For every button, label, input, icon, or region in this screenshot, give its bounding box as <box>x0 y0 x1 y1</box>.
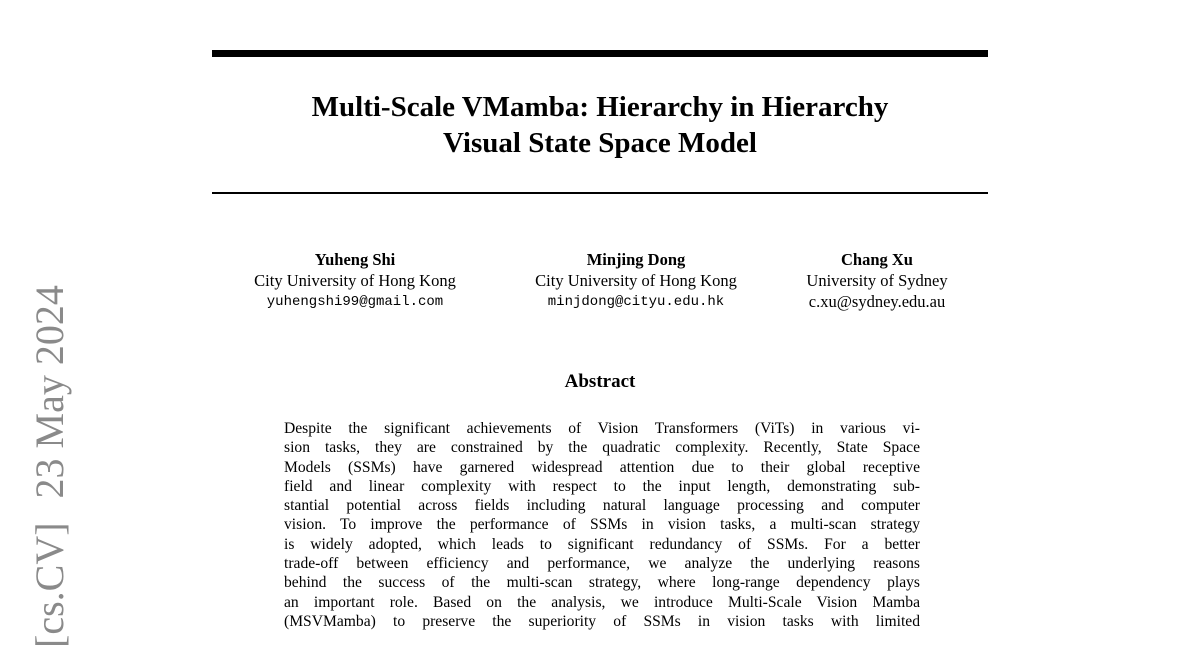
abstract-body <box>284 419 920 631</box>
abstract-line: vision. To improve the performance of SSMs in vision tasks, a multi-scan strategy <box>284 516 920 534</box>
abstract-line: trade-off between efficiency and performance, we analyze the underlying reasons <box>284 555 920 573</box>
author-block <box>0 249 1200 319</box>
author-email[interactable]: minjdong@cityu.edu.hk <box>547 294 725 310</box>
author-name: Chang Xu <box>841 250 913 269</box>
title-top-rule <box>212 50 988 57</box>
author-affiliation: City University of Hong Kong <box>254 271 456 290</box>
author-affiliation: University of Sydney <box>806 271 948 290</box>
author-affiliation: City University of Hong Kong <box>535 271 737 290</box>
abstract-line: is widely adopted, which leads to significant redundancy of SSMs. For a better <box>284 535 920 553</box>
author-1 <box>226 249 484 313</box>
abstract-line: stantial potential across fields including natural language processing and computer <box>284 497 920 515</box>
title-line-1: Multi-Scale VMamba: Hierarchy in Hierarchy <box>311 91 889 123</box>
arxiv-category: [cs.CV] <box>27 522 72 648</box>
author-email[interactable]: yuhengshi99@gmail.com <box>266 294 444 310</box>
abstract-line: field and linear complexity with respect to the input length, demonstrating sub- <box>284 477 920 495</box>
abstract-line: behind the success of the multi-scan strategy, where long-range dependency plays <box>284 574 920 592</box>
author-name: Minjing Dong <box>586 250 686 269</box>
author-2 <box>513 249 759 313</box>
author-name: Yuheng Shi <box>314 250 396 269</box>
abstract-line: sion tasks, they are constrained by the quadratic complexity. Recently, State Space <box>284 439 920 457</box>
abstract-line: Models (SSMs) have garnered widespread attention due to their global receptive <box>284 458 920 476</box>
title-line-2: Visual State Space Model <box>443 127 757 159</box>
author-3 <box>790 249 964 312</box>
arxiv-date: 23 May 2024 <box>27 285 72 499</box>
author-email[interactable]: c.xu@sydney.edu.au <box>808 292 946 311</box>
title-bottom-rule <box>212 192 988 194</box>
abstract-line: (MSVMamba) to preserve the superiority of SSMs in vision tasks with limited <box>284 612 920 630</box>
paper-title <box>212 89 988 161</box>
abstract-heading: Abstract <box>564 371 636 392</box>
abstract-line: Despite the significant achievements of Vision Transformers (ViTs) in various vi- <box>284 420 920 437</box>
arxiv-sidebar-stamp <box>27 285 73 648</box>
abstract-line: an important role. Based on the analysis, we introduce Multi-Scale Vision Mamba <box>284 593 920 611</box>
